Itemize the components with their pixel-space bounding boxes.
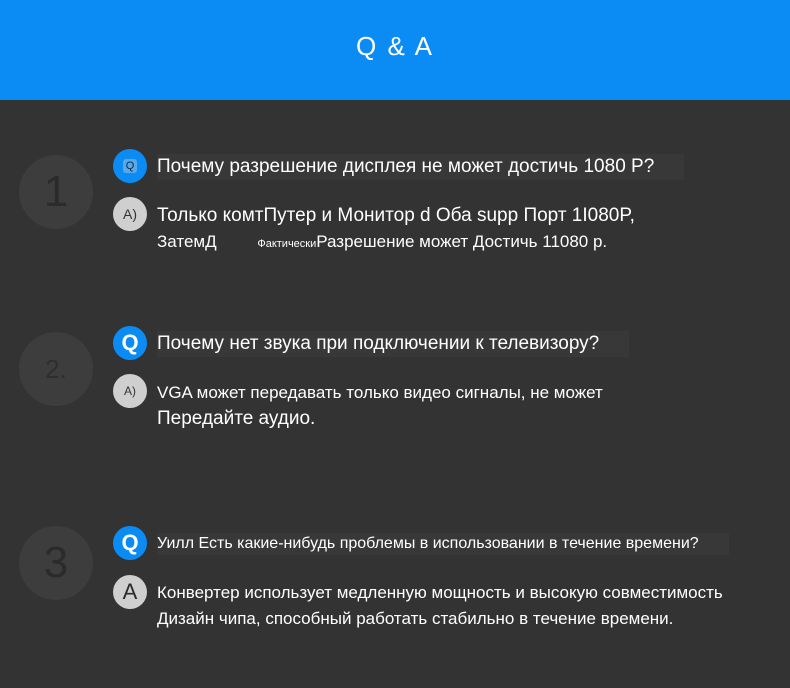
question-icon: Q [113, 149, 147, 183]
answer-icon: A [113, 575, 147, 609]
answer-line-2-part-2: Фактически [257, 238, 317, 250]
answer-line-2-part-3: Разрешение может Достичь 11080 р. [316, 232, 608, 251]
question-text: Уилл Есть какие-нибудь проблемы в использовании в течение времени? [157, 533, 729, 555]
answer-text [157, 580, 723, 632]
question-icon: Q [113, 326, 147, 360]
answer-line-2-part-1: ЗатемД [157, 232, 217, 251]
answer-text [157, 380, 603, 432]
page-title: Q & A [356, 30, 434, 61]
question-text: Почему нет звука при подключении к телевизору? [157, 331, 629, 357]
answer-text [157, 203, 635, 257]
question-icon: Q [113, 526, 147, 560]
item-number-badge: 3 [19, 526, 93, 600]
question-text: Почему разрешение дисплея не может достичь 1080 P? [157, 154, 684, 180]
answer-line-2: Передайте аудио. [157, 408, 316, 429]
answer-line-2: Дизайн чипа, способный работать стабильно в течение времени. [157, 609, 674, 628]
item-number-badge: 2. [19, 332, 93, 406]
answer-icon: A) [113, 374, 147, 408]
answer-line-1: VGA может передавать только видео сигналы, не может [157, 383, 603, 402]
item-number-badge: 1 [19, 155, 93, 229]
header-bar [0, 0, 790, 100]
answer-line-1: Конвертер использует медленную мощность и высокую совместимость [157, 583, 723, 602]
answer-line-1: Только комтПутер и Монитор d Oба supp Порт 1I080P, [157, 205, 635, 226]
answer-icon: A) [113, 197, 147, 231]
